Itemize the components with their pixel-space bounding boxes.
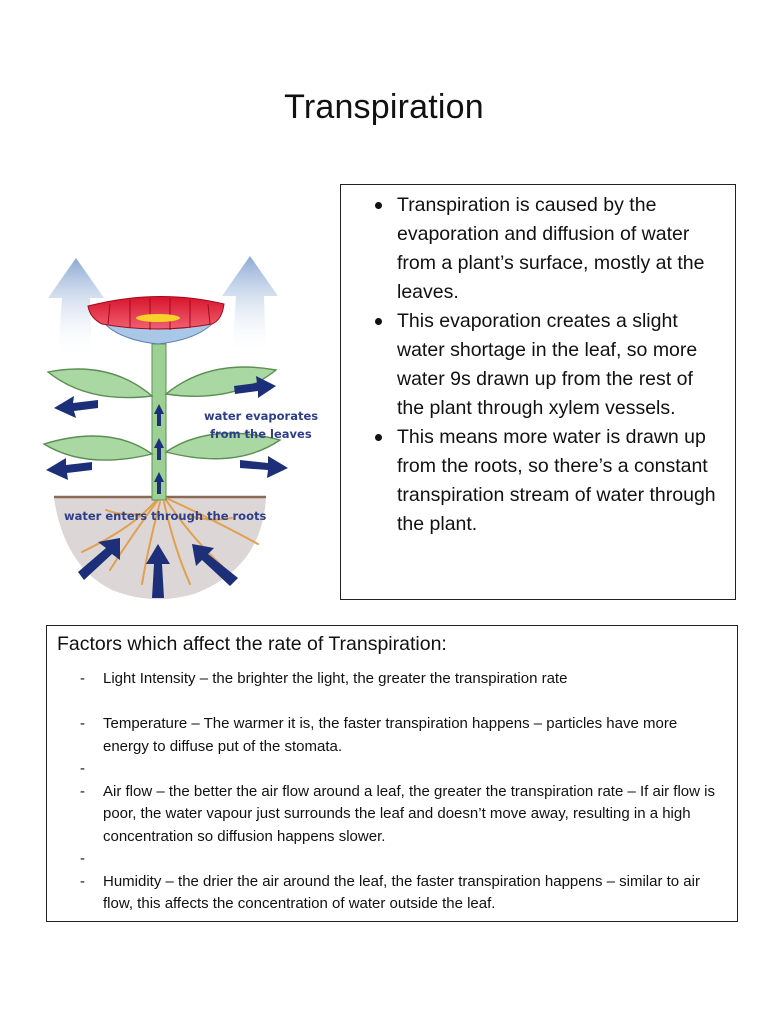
transpiration-summary-box [340,184,736,600]
dash-marker: - [80,782,85,800]
dash-marker: - [80,760,85,777]
plant-illustration [40,248,319,606]
factors-box [46,625,738,922]
factor-item [47,713,737,758]
page-title: Transpiration [284,88,484,126]
factor-text: Air flow – the better the air flow around a leaf, the greater the transpiration rate – If air flow is poor, the water vapour just surrounds the leaf and doesn’t move away, resulting in a high concentration so diffusion happens slower. [103,782,715,845]
factor-text: Humidity – the drier the air around the leaf, the faster transpiration happens – similar to air flow, this affects the concentration of water outside the leaf. [103,872,700,912]
factor-item [47,871,737,916]
vapor-arrow-right [222,256,278,356]
factor-item [47,758,737,781]
dash-marker: - [80,850,85,867]
factor-text [103,758,737,781]
bullet-item: Transpiration is caused by the evaporation and diffusion of water from a plant’s surface, mostly at the leaves. [397,191,725,307]
factor-item [47,668,737,691]
transpiration-diagram [40,248,319,606]
label-evaporates-line2: from the leaves [210,427,312,441]
factors-list [47,668,737,916]
dash-marker: - [80,670,85,687]
factors-heading: Factors which affect the rate of Transpiration: [57,633,447,655]
dash-marker: - [80,872,85,890]
factor-text: Temperature – The warmer it is, the faster transpiration happens – particles have more energy to diffuse put of the stomata. [103,715,678,755]
factor-text [103,848,737,871]
factor-item [47,848,737,871]
label-evaporates-line1: water evaporates [204,409,319,423]
spacer [47,691,737,714]
bullet-item: This evaporation creates a slight water shortage in the leaf, so more water 9s drawn up from the rest of the plant through xylem vessels. [397,307,725,423]
flower [88,296,224,344]
factor-item [47,781,737,849]
label-roots: water enters through the roots [64,509,267,523]
factor-text: Light Intensity – the brighter the light, the greater the transpiration rate [103,670,568,687]
dash-marker: - [80,715,85,732]
bullet-item: This means more water is drawn up from the roots, so there’s a constant transpiration stream of water through the plant. [397,423,725,539]
bullet-list [341,185,735,539]
